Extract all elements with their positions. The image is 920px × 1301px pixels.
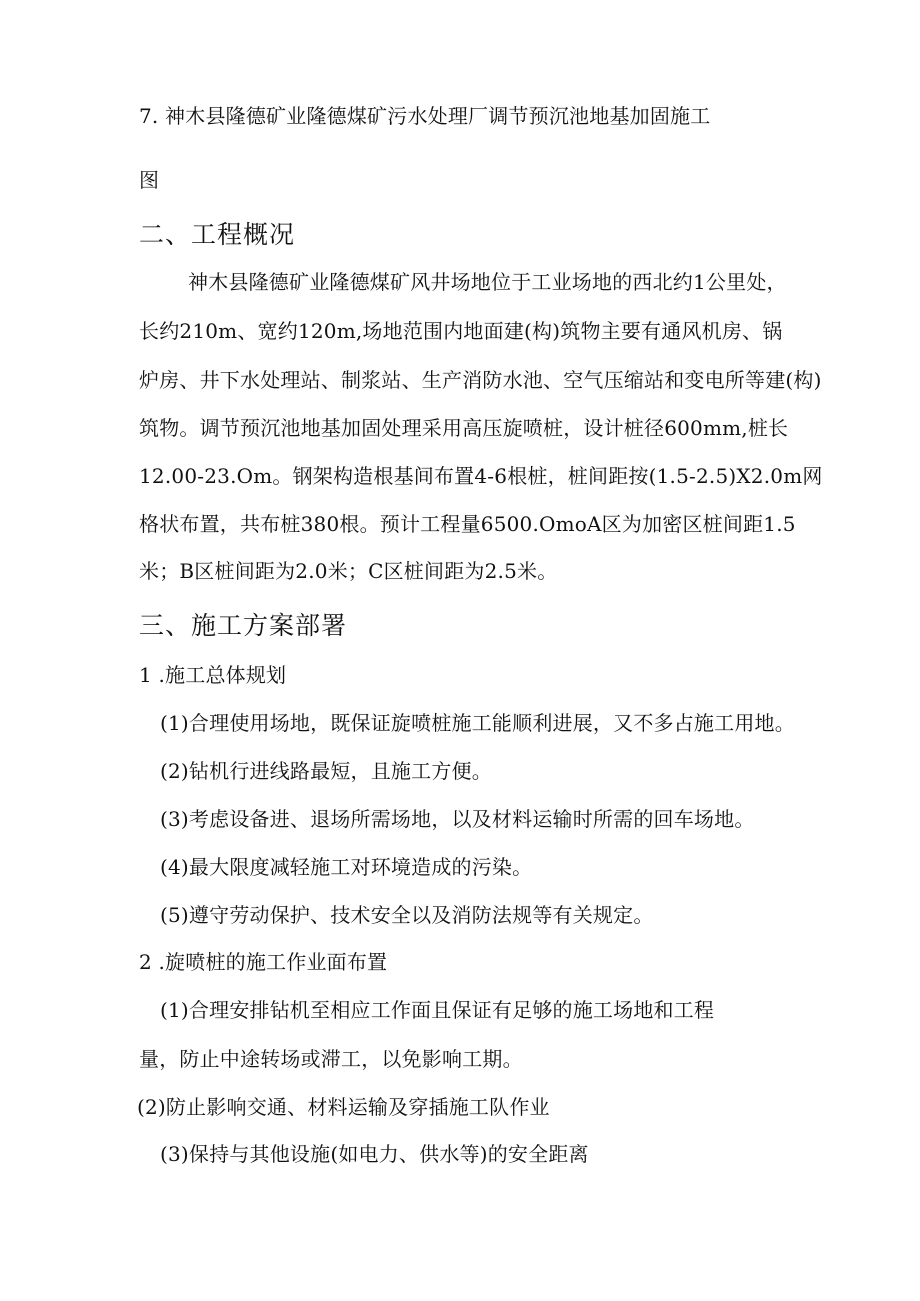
section-2-paragraph-line-3: 炉房、井下水处理站、制浆站、生产消防水池、空气压缩站和变电所等建(构) [139, 368, 822, 392]
item-7-line-1: 7. 神木县隆德矿业隆德煤矿污水处理厂调节预沉池地基加固施工 [139, 104, 711, 128]
subsection-2-item-1-line-1: (1)合理安排钻机至相应工作面且保证有足够的施工场地和工程 [160, 998, 715, 1022]
subsection-1-item-3: (3)考虑设备进、退场所需场地，以及材料运输时所需的回车场地。 [160, 807, 755, 831]
item-7-line-2: 图 [139, 168, 160, 192]
subsection-1-title: 1 .施工总体规划 [139, 663, 287, 687]
subsection-1-item-1: (1)合理使用场地，既保证旋喷桩施工能顺利进展，又不多占施工用地。 [160, 711, 795, 735]
section-2-paragraph-line-7: 米；B区桩间距为2.0米；C区桩间距为2.5米。 [139, 559, 558, 583]
section-2-paragraph-line-1: 神木县隆德矿业隆德煤矿风井场地位于工业场地的西北约1公里处， [188, 270, 787, 294]
subsection-2-item-3: (3)保持与其他设施(如电力、供水等)的安全距离 [160, 1142, 589, 1166]
section-2-paragraph-line-5: 12.00-23.Om。钢架构造根基间布置4-6根桩，桩间距按(1.5-2.5)X2.0m网 [139, 464, 823, 488]
subsection-2-item-2: (2)防止影响交通、材料运输及穿插施工队作业 [137, 1095, 550, 1119]
subsection-1-item-4: (4)最大限度减轻施工对环境造成的污染。 [160, 855, 533, 879]
subsection-2-title: 2 .旋喷桩的施工作业面布置 [139, 950, 388, 974]
subsection-2-item-1-line-2: 量，防止中途转场或滞工，以免影响工期。 [139, 1047, 523, 1071]
subsection-1-item-5: (5)遵守劳动保护、技术安全以及消防法规等有关规定。 [160, 903, 654, 927]
section-2-heading: 二、工程概况 [139, 220, 296, 249]
section-2-paragraph-line-6: 格状布置，共布桩380根。预计工程量6500.OmoA区为加密区桩间距1.5 [139, 512, 796, 536]
subsection-1-item-2: (2)钻机行进线路最短，且施工方便。 [160, 759, 492, 783]
section-3-heading: 三、施工方案部署 [139, 611, 348, 640]
section-2-paragraph-line-2: 长约210m、宽约120m,场地范围内地面建(构)筑物主要有通风机房、锅 [139, 319, 783, 343]
section-2-paragraph-line-4: 筑物。调节预沉池地基加固处理采用高压旋喷桩，设计桩径600mm,桩长 [139, 416, 789, 440]
